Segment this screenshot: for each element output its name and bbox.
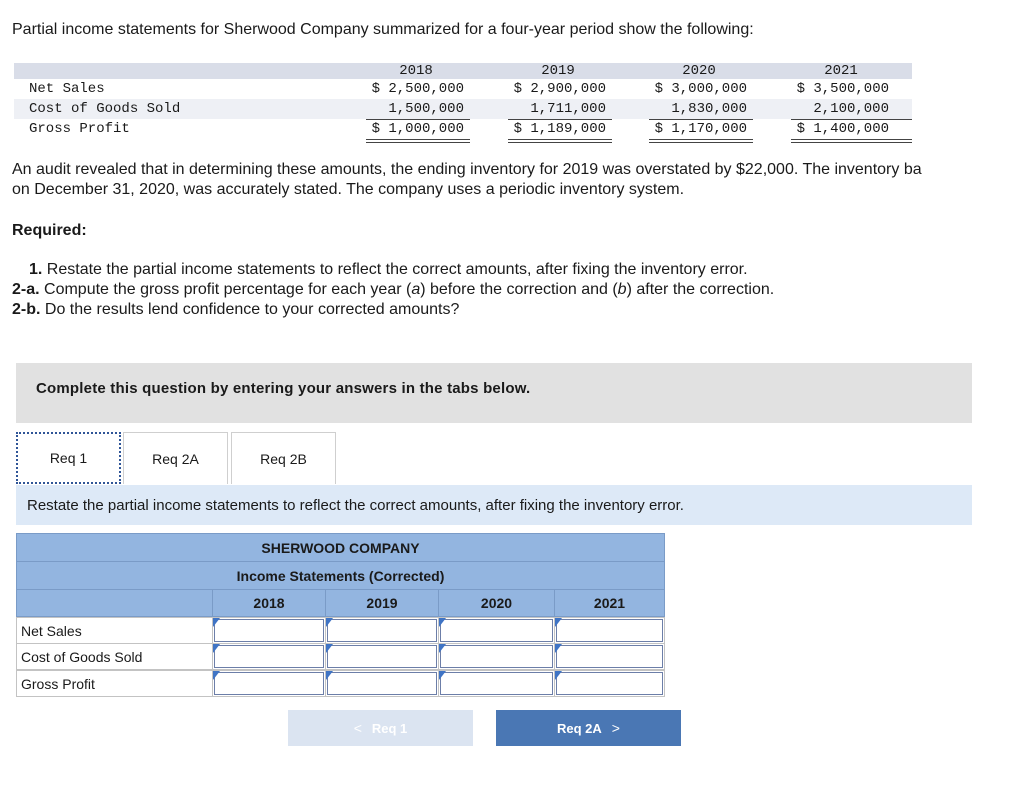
next-button-label: Req 2A [557,720,602,736]
requirement-item [12,300,774,320]
cogs-2018-input[interactable] [214,645,324,668]
requirement-text: Do the results lend confidence to your corrected amounts? [40,301,460,318]
cogs-2019-cell [325,643,439,670]
given-row-label: Gross Profit [29,121,130,137]
given-row-gross-profit [14,119,912,139]
given-row-label: Cost of Goods Sold [29,101,181,117]
answer-year-header: 2018 [212,589,326,617]
requirement-text: Restate the partial income statements to reflect the correct amounts, after fixing the inventory error. [42,261,748,278]
gross-profit-2019-cell [325,670,439,697]
given-year-header: 2019 [541,63,575,79]
given-value: $ 3,500,000 [796,81,889,97]
requirement-text: a [411,281,421,298]
requirement-number: 2-a. [12,281,40,298]
answer-year-header: 2019 [325,589,439,617]
given-row-cogs [14,99,912,119]
requirement-item [12,260,774,280]
answer-row-label: Cost of Goods Sold [16,643,213,670]
tab-req-2b[interactable] [231,432,336,484]
intro-text: Partial income statements for Sherwood Company summarized for a four-year period show the following: [12,21,754,38]
cogs-2021-input[interactable] [556,645,663,668]
net-sales-2019-input[interactable] [327,619,437,642]
gross-profit-2018-cell [212,670,326,697]
given-year-header: 2018 [399,63,433,79]
input-marker-icon [439,618,446,627]
given-row-net-sales [14,79,912,99]
answer-company-header [16,533,665,562]
tab-instruction [16,485,972,525]
cogs-2020-cell [438,643,555,670]
tab-instruction-text: Restate the partial income statements to reflect the correct amounts, after fixing the inventory error. [27,497,684,514]
given-value: 1,500,000 [388,101,464,117]
given-value: $ 2,900,000 [513,81,606,97]
statement-title: Income Statements (Corrected) [236,568,445,584]
cogs-2019-input[interactable] [327,645,437,668]
prev-button-label: Req 1 [371,720,408,736]
instruction-banner [16,363,972,423]
input-marker-icon [213,618,220,627]
cogs-2020-input[interactable] [440,645,553,668]
given-year-header: 2020 [682,63,716,79]
cogs-2021-cell [554,643,665,670]
gross-profit-2020-input[interactable] [440,672,553,695]
input-marker-icon [326,644,333,653]
net-sales-2018-input[interactable] [214,619,324,642]
requirement-item [12,280,774,300]
requirements-list [12,260,774,320]
tab-req-2a[interactable] [123,432,228,484]
double-underline [508,139,612,143]
requirement-text: ) after the correction. [626,281,775,298]
net-sales-2021-cell [554,617,665,644]
given-year-header: 2021 [824,63,858,79]
given-value: $ 1,000,000 [371,121,464,137]
input-marker-icon [213,671,220,680]
audit-line: An audit revealed that in determining these amounts, the ending inventory for 2019 was overstated by $22,000. The inventory ba [12,161,922,178]
requirement-text: Compute the gross profit percentage for each year ( [39,281,412,298]
input-marker-icon [213,644,220,653]
audit-line: on December 31, 2020, was accurately stated. The company uses a periodic inventory system. [12,181,685,198]
prev-button[interactable] [288,710,473,746]
requirement-number: 1. [29,261,43,278]
next-button[interactable] [496,710,681,746]
answer-row-label: Net Sales [16,617,213,644]
gross-profit-2018-input[interactable] [214,672,324,695]
answer-subtitle-header [16,561,665,590]
net-sales-2018-cell [212,617,326,644]
gross-profit-2021-cell [554,670,665,697]
double-underline [791,139,912,143]
instruction-banner-text: Complete this question by entering your answers in the tabs below. [36,380,531,397]
tab-label: Req 2B [260,450,307,467]
net-sales-2020-cell [438,617,555,644]
answer-row-label: Gross Profit [16,670,213,697]
given-income-table [14,63,912,139]
required-heading: Required: [12,222,87,239]
tab-label: Req 2A [152,450,199,467]
given-value: 2,100,000 [813,101,889,117]
double-underline [649,139,753,143]
gross-profit-2019-input[interactable] [327,672,437,695]
given-value: 1,830,000 [671,101,747,117]
audit-paragraph [12,160,922,200]
given-value: $ 2,500,000 [371,81,464,97]
requirement-number: 2-b. [12,301,41,318]
answer-year-header: 2020 [438,589,555,617]
tab-req-1[interactable] [16,432,121,484]
requirement-text: ) before the correction and ( [420,281,618,298]
chevron-right-icon: > [611,720,620,736]
input-marker-icon [439,644,446,653]
company-name: SHERWOOD COMPANY [261,540,420,556]
input-marker-icon [555,671,562,680]
cogs-2018-cell [212,643,326,670]
net-sales-2021-input[interactable] [556,619,663,642]
given-value: $ 1,189,000 [513,121,606,137]
answer-label-header [16,589,213,617]
gross-profit-2021-input[interactable] [556,672,663,695]
tab-label: Req 1 [49,450,88,466]
given-header-row [14,63,912,79]
input-marker-icon [555,618,562,627]
gross-profit-2020-cell [438,670,555,697]
chevron-left-icon: < [353,720,362,736]
net-sales-2020-input[interactable] [440,619,553,642]
input-marker-icon [555,644,562,653]
given-value: 1,711,000 [530,101,606,117]
input-marker-icon [439,671,446,680]
given-row-label: Net Sales [29,81,105,97]
given-value: $ 3,000,000 [654,81,747,97]
requirement-text: b [617,281,627,298]
given-value: $ 1,170,000 [654,121,747,137]
net-sales-2019-cell [325,617,439,644]
given-value: $ 1,400,000 [796,121,889,137]
double-underline [366,139,470,143]
input-marker-icon [326,671,333,680]
input-marker-icon [326,618,333,627]
answer-year-header: 2021 [554,589,665,617]
